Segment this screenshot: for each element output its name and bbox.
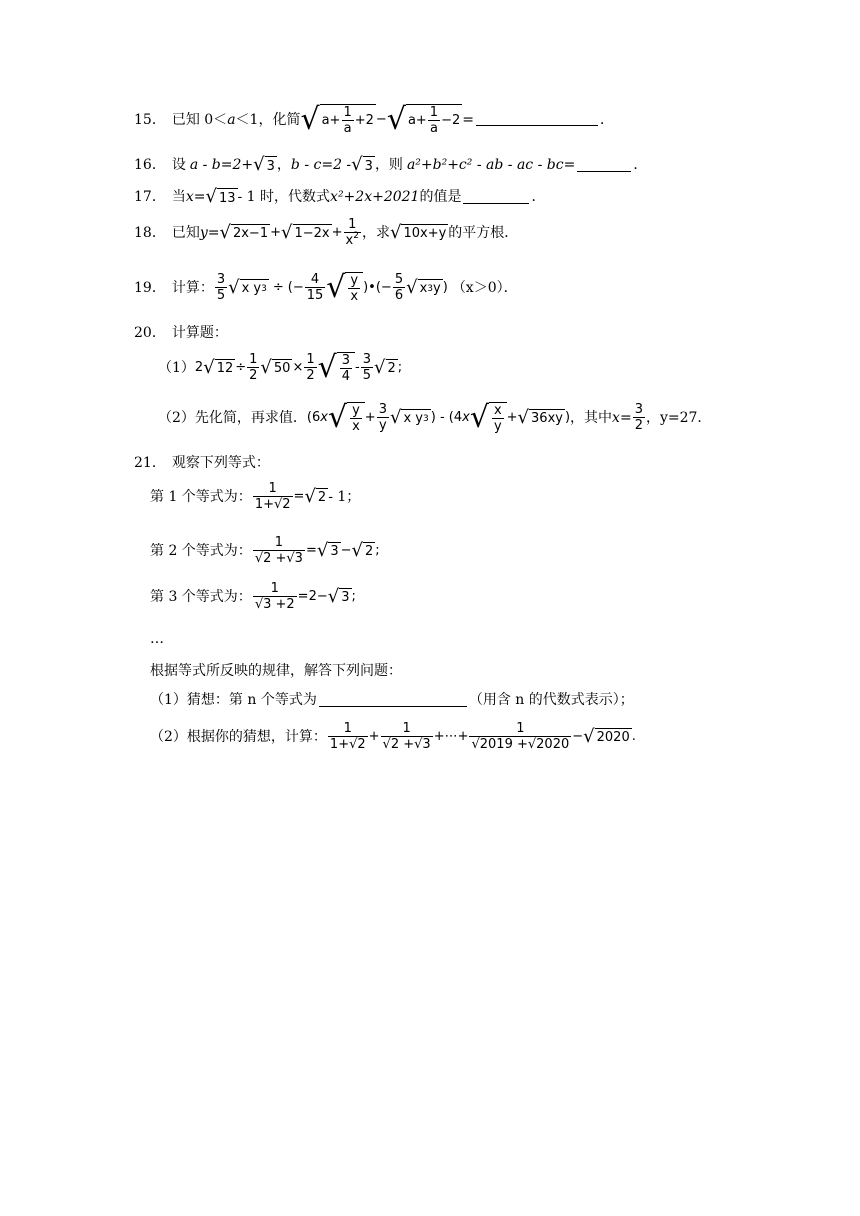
condition-text: ，y=27． — [645, 409, 712, 426]
question-17 — [134, 188, 545, 206]
radical-expression: √ 50 — [260, 356, 291, 378]
question-15: 15． 已知 0＜ a ＜1，化简 √ a+ $\frac{1}{a}$ +2 − √ a+ $\frac{1}{a}$ −2 = ． — [134, 102, 614, 137]
question-18: 18． 已知 y = √ 2x−1 + √ 1−2x + $\frac{1}{x^2}$ ，求 √ 10x+y 的平方根． — [134, 217, 519, 248]
equation-text: - 1； — [328, 488, 361, 505]
fraction: $\frac{1}{√2019 +√2020}$ — [471, 721, 570, 752]
question-number: 15． — [134, 111, 166, 128]
question-text: 当 — [171, 189, 186, 205]
question-text: 先化简，再求值． — [194, 409, 307, 426]
condition-text: ，其中 — [570, 409, 613, 426]
radical-expression: √ 12 — [203, 356, 234, 378]
question-20-part-2: （2） 先化简，再求值． (6x √ $\frac{y}{x}$ + $\frac{3}{y}$ √ x y 3 ) - (4x √ $\frac{x}{y}$ + √ 36xy ) ，其中 x= $\frac{3}{2}$ ，y=27． — [158, 400, 712, 435]
fraction: $\frac{1}{1+√2}$ — [329, 721, 366, 752]
var-y: y — [199, 224, 208, 241]
ellipsis: … — [150, 631, 164, 647]
question-text: 设 — [171, 157, 186, 173]
radical-expression: √ $\frac{3}{4}$ — [318, 352, 355, 383]
question-text: 根据你的猜想，计算： — [186, 728, 327, 745]
question-20 — [134, 326, 228, 340]
question-title: 计算题： — [171, 325, 228, 341]
part-label: （1） — [158, 359, 195, 376]
condition-text: x= — [612, 409, 632, 426]
question-text: （用含 n 的代数式表示）； — [468, 692, 634, 708]
radical-expression: √ 2 — [351, 539, 374, 561]
question-text: 计算： — [171, 279, 214, 296]
question-21-part-2: （2） 根据你的猜想，计算： $\frac{1}{1+√2}$ + $\frac{1}{√2 +√3}$ +⋯+ $\frac{1}{√2019 +√2020}$ − √ 2020 . — [150, 721, 636, 752]
fraction: $\frac{1}{√3 +2}$ — [254, 581, 295, 612]
part-label: （2） — [158, 409, 195, 426]
expression: x²+2x+2021 — [330, 189, 420, 205]
fraction: $\frac{3}{y}$ — [378, 402, 387, 433]
fraction: $\frac{1}{2}$ — [249, 352, 258, 383]
question-text: ＜1，化简 — [235, 111, 301, 128]
fraction: $\frac{3}{5}$ — [216, 272, 226, 303]
equation-label: 第 2 个等式为： — [150, 542, 252, 559]
question-text: 的平方根． — [448, 224, 519, 241]
instruction-text: 根据等式所反映的规律，解答下列问题： — [150, 663, 402, 679]
radical-expression: √ 2 — [374, 356, 396, 378]
radical-expression: √ $\frac{y}{x}$ — [326, 272, 363, 303]
radical-expression: √ 2020 — [583, 725, 630, 747]
instruction-line — [150, 664, 402, 678]
question-number: 20． — [134, 325, 166, 341]
question-number: 17． — [134, 189, 166, 205]
question-number: 21． — [134, 455, 166, 471]
question-21-part-1 — [150, 693, 634, 707]
radical-expression: √ $\frac{y}{x}$ — [328, 402, 365, 433]
question-text: 猜想：第 n 个等式为 — [186, 692, 317, 708]
question-text: 已知 — [171, 224, 200, 241]
question-text: ，求 — [361, 224, 390, 241]
equation-1: 第 1 个等式为： $\frac{1}{1+√2}$ = √ 2 - 1； — [150, 481, 361, 512]
radical-expression: √ x y 3 — [228, 276, 267, 298]
fraction: $\frac{1}{1+√2}$ — [254, 481, 291, 512]
punctuation: ． — [599, 111, 614, 128]
radical-expression: √ 3 — [351, 154, 373, 175]
radical-expression: √ $\frac{x}{y}$ — [470, 402, 507, 433]
punctuation: ． — [531, 189, 546, 205]
question-number: 18． — [134, 224, 166, 241]
var-a: a — [227, 111, 236, 128]
answer-blank[interactable] — [319, 694, 467, 707]
equals-sign: = — [462, 111, 474, 128]
equation-label: 第 1 个等式为： — [150, 488, 252, 505]
answer-blank[interactable] — [463, 191, 529, 204]
equation-2: 第 2 个等式为： $\frac{1}{√2 +√3}$ = √ 3 − √ 2 ; — [150, 535, 380, 566]
equation-3: 第 3 个等式为： $\frac{1}{√3 +2}$ =2− √ 3 ; — [150, 581, 356, 612]
fraction: $\frac{3}{2}$ — [634, 402, 643, 433]
question-text: ， — [276, 157, 291, 173]
radical-expression: √ 2 — [304, 485, 327, 507]
part-label: （1） — [150, 692, 187, 708]
question-text: = — [207, 224, 220, 241]
radical-expression: √ x 3 y — [406, 276, 441, 298]
fraction: $\frac{1}{x^2}$ — [345, 217, 359, 248]
fraction: $\frac{1}{√2 +√3}$ — [254, 535, 303, 566]
radical-expression: √ 3 — [253, 154, 275, 175]
question-text: 的值是 — [419, 189, 462, 205]
question-text: ，则 — [374, 157, 403, 173]
var-x: x — [185, 189, 194, 205]
expression: b - c=2 - — [290, 157, 352, 173]
fraction: $\frac{3}{5}$ — [362, 352, 372, 383]
radical-expression: √ x y 3 — [389, 406, 429, 428]
question-text: 已知 0＜ — [171, 111, 228, 128]
radical-expression: √ 1−2x — [281, 221, 330, 243]
question-16 — [134, 156, 647, 174]
question-21 — [134, 456, 270, 470]
question-number: 19． — [134, 279, 166, 296]
condition-text: （x＞0）． — [451, 279, 518, 296]
punctuation: ． — [633, 157, 648, 173]
radical-expression: √ 3 — [316, 539, 339, 561]
ellipsis-row — [150, 632, 164, 646]
fraction: $\frac{5}{6}$ — [394, 272, 404, 303]
question-title: 观察下列等式： — [171, 455, 270, 471]
radical-expression: √ 13 — [205, 186, 236, 207]
radical-expression: √ a+ $\frac{1}{a}$ −2 — [386, 102, 461, 137]
answer-blank[interactable] — [476, 113, 598, 126]
question-text: = — [193, 189, 206, 205]
fraction: $\frac{1}{√2 +√3}$ — [382, 721, 431, 752]
part-label: （2） — [150, 728, 187, 745]
question-20-part-1: （1） 2 √ 12 ÷ $\frac{1}{2}$ √ 50 × $\frac{1}{2}$ √ $\frac{3}{4}$ - $\frac{3}{5}$ √ 2 ; — [158, 350, 403, 385]
equation-label: 第 3 个等式为： — [150, 588, 252, 605]
answer-blank[interactable] — [577, 159, 631, 172]
fraction: $\frac{1}{2}$ — [306, 352, 315, 383]
radical-expression: √ a+ $\frac{1}{a}$ +2 — [300, 102, 374, 137]
expression: a²+b²+c² - ab - ac - bc= — [406, 157, 576, 173]
expression: a - b=2+ — [189, 157, 254, 173]
radical-expression: √ 36xy — [517, 406, 563, 428]
question-text: - 1 时，代数式 — [237, 189, 331, 205]
fraction: $\frac{4}{15}$ — [306, 272, 324, 303]
radical-expression: √ 2x−1 — [219, 221, 269, 243]
radical-expression: √ 10x+y — [389, 221, 447, 243]
radical-expression: √ 3 — [327, 585, 350, 607]
question-number: 16． — [134, 157, 166, 173]
question-19: 19． 计算： $\frac{3}{5}$ √ x y 3 ÷ (− $\frac{4}{15}$ √ $\frac{y}{x}$ )•(− $\frac{5}{6}$ √ x 3 y ) （x＞0）． — [134, 270, 518, 305]
